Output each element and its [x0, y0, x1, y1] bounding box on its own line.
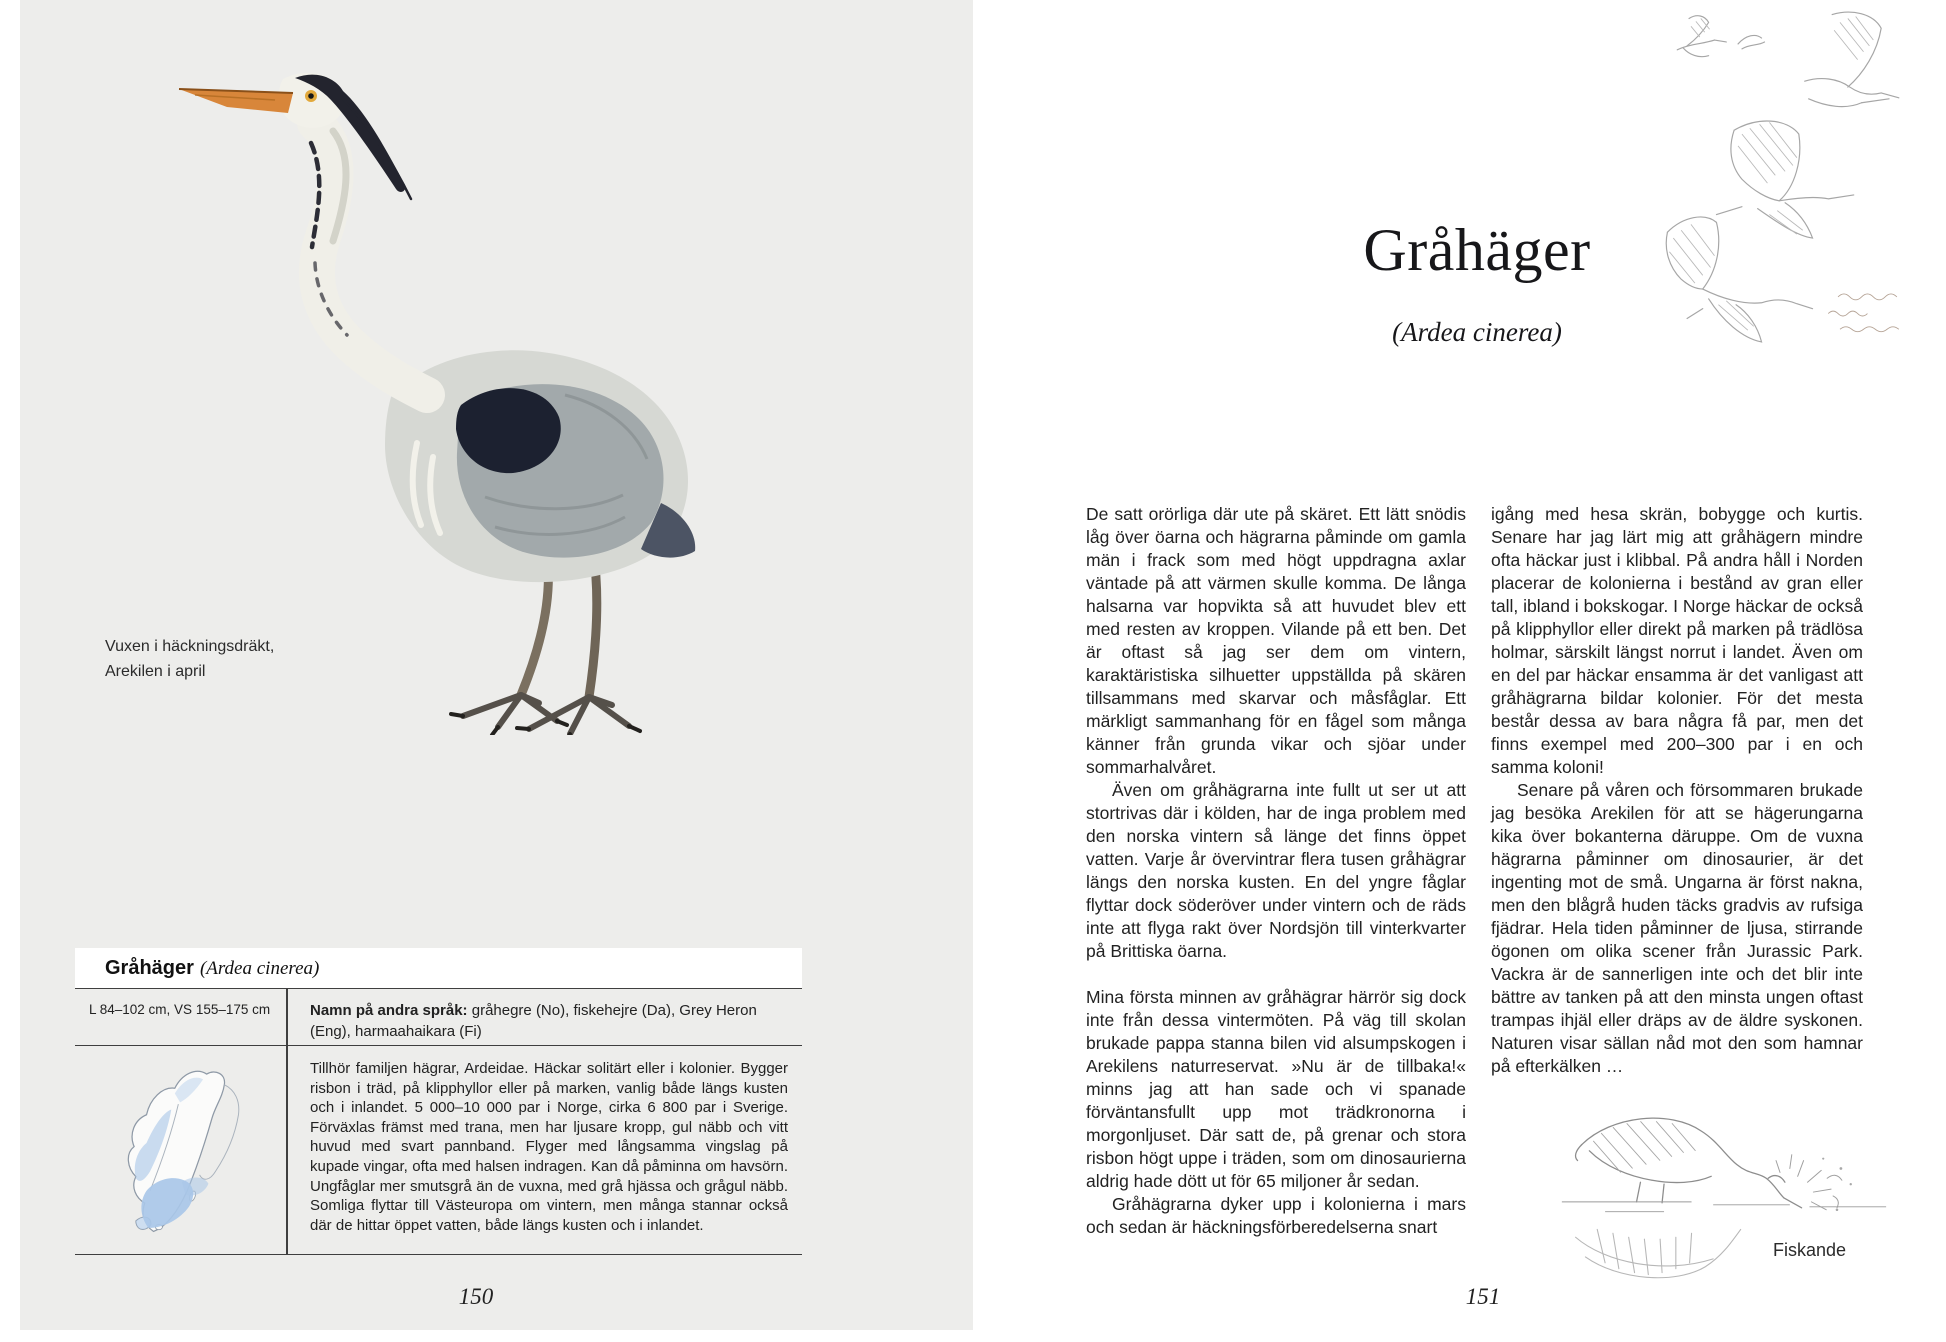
flying-herons-sketch	[1640, 2, 1940, 380]
page-number-right: 151	[1465, 1284, 1501, 1309]
paragraph: igång med hesa skrän, bobygge och kurtis. Senare har jag lärt mig att gråhägern mindre ofta häckar just i klibbal. På andra håll i Norden placerar de kolonierna i bestånd av gran eller tall, ibland i bokskogar. I Norge häckar de också på klipphyllor eller direkt på marken på trädlösa holmar, särskilt längst norrut i landet. Även om en del par häckar ensamma är det vanligast att gråhägrarna bildar kolonier. För det mesta består dessa av bara några få par, men det finns exempel med 200–300 par i en och samma koloni!	[1491, 504, 1863, 777]
distribution-map	[97, 1056, 265, 1246]
paragraph: De satt orörliga där ute på skäret. Ett lätt snödis låg över öarna och hägrarna påminde om gamla män i frack som med högt uppdragna axlar väntade på att värmen skulle komma. De långa halsarna var hopvikta så att huvudet blev ett med resten av kroppen. Vilande på ett ben. Det är oftast så jag ser dem om vintern, karaktäristiska silhuetter uppställda på skären tillsammans med skarvar och måsfåglar. Ett märkligt sammanhang för en fågel som många känner från grunda vikar och sjöar under sommarhalvåret.	[1086, 504, 1466, 777]
paragraph: Mina första minnen av gråhägrar härrör sig dock inte från dessa vintermöten. På väg till skolan brukade pappa stanna bilen vid alsumpskogen i Arekilens naturreservat. »Nu är de tillbaka!« minns jag att han sade och vi spanade förväntansfullt upp mot trädkronorna i morgonljuset. Där satt de, på grenar och stora risbon högt uppe i träden, som om dinosaurierna aldrig hade dött ut för 65 miljoner år sedan.	[1086, 987, 1466, 1191]
species-latin-name: (Ardea cinerea)	[199, 958, 320, 979]
grey-heron-illustration	[165, 45, 710, 735]
paragraph: Gråhägrarna dyker upp i kolonierna i mars och sedan är häckningsförberedelserna snart	[1086, 1194, 1466, 1237]
measurements-cell: L 84–102 cm, VS 155–175 cm	[89, 1002, 271, 1017]
body-column-1	[1086, 503, 1466, 1239]
paragraph: Senare på våren och försommaren brukade jag besöka Arekilen för att se hägerungarna kika över bokanterna däruppe. Om de vuxna hägrarna påminner om dinosaurier, är det ingenting mot de små. Ungarna är först nakna, men den blågrå huden täcks gradvis av rufsiga fjädrar. Hela tiden påminner de ljusa, stirrande ögonen om olika scener från Jurassic Park. Vackra är de sannerligen inte och det blir inte bättre av tanken på att den minsta ungen oftast trampas ihjäl eller dräps av de äldre syskonen. Naturen visar sällan nåd mot den som hamnar på efterkälken …	[1491, 780, 1863, 1076]
right-page	[973, 0, 1946, 1342]
fishing-heron-sketch	[1541, 1082, 1905, 1308]
chapter-latin-name: (Ardea cinerea)	[1392, 317, 1562, 347]
left-page	[20, 0, 973, 1330]
illustration-caption	[105, 635, 274, 685]
species-name: Gråhäger	[105, 957, 194, 979]
chapter-heading	[1277, 216, 1677, 348]
info-box-header	[75, 948, 802, 988]
table-row	[75, 1046, 802, 1254]
handwritten-note-sketch	[1828, 294, 1899, 332]
other-names-cell	[286, 989, 802, 1045]
other-names-value: gråhegre (No), fiskehejre (Da), Grey Heron (Eng), harmaahaikara (Fi)	[310, 1002, 757, 1040]
illustration-caption-line1: Vuxen i häckningsdräkt,	[105, 638, 275, 655]
species-description: Tillhör familjen hägrar, Ardeidae. Häckar solitärt eller i kolonier. Bygger risbon i träd, på klipphyllor eller på marken, vanlig både längs kusten och i inlandet. 5 000–10 000 par i Norge, cirka 6 800 par i Sverige. Förväxlas främst med trana, men har ljusare kropp, gul näbb och vitt huvud med svart pannband. Flyger med långsamma vingslag på kupade vingar, ofta med halsen indragen. Kan då påminna om havsörn. Ungfåglar mer smutsgrå än de vuxna, med grå hjässa och grågul näbb. Somliga flyttar till Västeuropa om vintern, men många stannar också där de hittar öppet vatten, både längs kusten och i inlandet.	[310, 1060, 788, 1234]
table-row	[75, 989, 802, 1046]
chapter-title: Gråhäger	[1363, 217, 1591, 283]
distribution-map-cell	[75, 1046, 286, 1254]
page-number-left: 150	[458, 1284, 494, 1309]
paragraph: Även om gråhägrarna inte fullt ut ser ut att stortrivas där i kölden, har de inga problem med den norska vintern så länge det finns öppet vatten. Varje år övervintrar flera tusen gråhägrar längs den norska kusten. En del yngre fåglar flyttar dock söderöver under vintern och de räds inte att flyga rakt över Nordsjön till vinterkvarter på Brittiska öarna.	[1086, 780, 1466, 961]
sketch-caption: Fiskande	[1773, 1240, 1847, 1260]
table-divider	[286, 989, 288, 1254]
info-table	[75, 988, 802, 1255]
other-names-label: Namn på andra språk:	[310, 1002, 468, 1019]
body-column-2	[1491, 503, 1863, 1078]
species-info-box	[75, 948, 802, 1255]
illustration-caption-line2: Arekilen i april	[105, 662, 206, 680]
